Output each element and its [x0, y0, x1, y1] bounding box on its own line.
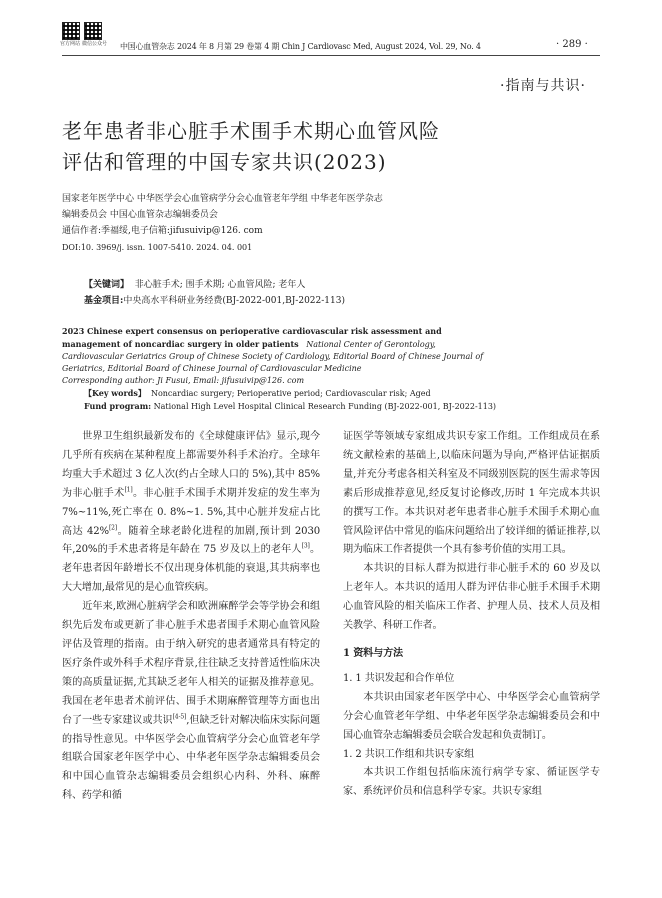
keywords-line: [84, 278, 305, 293]
qr-code-wechat-icon: [84, 22, 102, 40]
citation-ref: [2]: [108, 524, 117, 532]
english-title: 2023 Chinese expert consensus on perioperative cardiovascular risk assessment and management of noncardiac surgery in older patients: [62, 326, 442, 349]
paragraph-text: 近年来,欧洲心脏病学会和欧洲麻醉学会等学协会和组织先后发布或更新了非心脏手术患者围手术期心血管风险评估及管理的指南。由于纳入研究的患者通常具有特定的医疗条件或外科手术程序背景,往往缺乏支持普适性临床决策的高质量证据,尤其缺乏老年人相关的证据及推荐意见。我国在老年患者术前评估、围手术期麻醉管理等方面也出台了一些专家建议或共识: [62, 601, 320, 726]
subsection-heading: 1. 1 共识发起和合作单位: [343, 672, 455, 684]
qr-label-wechat: 微信公众号: [82, 41, 108, 47]
paragraph-text: 世界卫生组织最新发布的《全球健康评估》显示,现今几乎所有疾病在某种程度上都需要外科手术治疗。全球年均重大手术超过 3 亿人次(约占全球人口的 5%),其中 85% 为非心脏手术: [62, 431, 320, 499]
fund-line: [84, 294, 345, 309]
page-number: · 289 ·: [556, 39, 588, 50]
journal-running-header: 中国心血管杂志 2024 年 8 月第 29 卷第 4 期 Chin J Cardiovasc Med, August 2024, Vol. 29, No. 4: [120, 42, 481, 51]
body-left-column: [62, 428, 320, 806]
section-heading: 1 资料与方法: [343, 647, 403, 659]
keywords-text: 非心脏手术; 围手术期; 心血管风险; 老年人: [134, 280, 306, 290]
citation-ref: [1]: [124, 486, 133, 494]
keywords-label: 【关键词】: [84, 280, 130, 290]
body-paragraph: [62, 598, 320, 806]
qr-code-website-icon: [62, 22, 80, 40]
author-groups-line1: 国家老年医学中心 中华医学会心血管病学分会心血管老年学组 中华老年医学杂志: [62, 194, 383, 204]
paragraph-text: 。非心脏手术围手术期并发症的发生率为 7%~11%,死亡率在 0. 8%~1. 5%,其中心脏并发症占比高达 42%: [62, 487, 320, 537]
paragraph-text: 。随着全球老龄化进程的加剧,预计到 2030 年,20%的手术患者将是年龄在 75 岁及以上的老年人: [62, 525, 320, 556]
body-paragraph: 本共识的目标人群为拟进行非心脏手术的 60 岁及以上老年人。本共识的适用人群为评估非心脏手术围手术期心血管风险的相关临床工作者、护理人员、技术人员及相关教学、科研工作者。: [343, 563, 600, 632]
header-rule: [62, 55, 600, 56]
corresponding-author: 通信作者:季福绥,电子信箱:jifusuivip@126. com: [62, 226, 263, 236]
english-keywords-label: 【Key words】: [84, 388, 146, 398]
body-right-column: [343, 428, 600, 802]
english-affiliation: National Center of Gerontology, Cardiovascular Geriatrics Group of Chinese Society of Cardiology, Editorial Board of Chinese Journal of Geriatrics, Editorial Board of Chinese Journal of Cardiovascular Medicine: [62, 340, 484, 373]
english-fund: National High Level Hospital Clinical Research Funding (BJ-2022-001, BJ-2022-113): [153, 402, 497, 411]
english-fund-label: Fund program:: [84, 401, 152, 411]
body-paragraph: [62, 428, 320, 598]
citation-ref: [4-5]: [172, 713, 187, 721]
fund-text: 中央高水平科研业务经费(BJ-2022-001,BJ-2022-113): [123, 296, 345, 306]
section-tag: ·指南与共识·: [500, 78, 586, 94]
article-title-line1: 老年患者非心脏手术围手术期心血管风险: [62, 119, 440, 143]
article-title-line2: 评估和管理的中国专家共识(2023): [62, 150, 387, 174]
doi: DOI:10. 3969/j. issn. 1007-5410. 2024. 04. 001: [62, 243, 253, 252]
fund-label: 基金项目:: [84, 296, 124, 306]
subsection-heading: 1. 2 共识工作组和共识专家组: [343, 748, 475, 760]
body-paragraph: 证医学等领域专家组成共识专家工作组。工作组成员在系统文献检索的基础上,以临床问题为导向,严格评估证据质量,并充分考虑各相关科室及不同级别医院的医生需求等因素后形成推荐意见,经反复讨论修改,历时 1 年完成本共识的撰写工作。本共识对老年患者非心脏手术围手术期心血管风险评估中常见的临床问题给出了较详细的循证推荐,以期为临床工作者提供一个具有参考价值的实用工具。: [343, 431, 600, 556]
body-paragraph: 本共识由国家老年医学中心、中华医学会心血管病学分会心血管老年学组、中华老年医学杂志编辑委员会和中国心血管杂志编辑委员会联合发起和负责制订。: [343, 691, 600, 741]
body-paragraph: 本共识工作组包括临床流行病学专家、循证医学专家、系统评价员和信息科学专家。共识专家组: [343, 767, 600, 798]
english-keywords: Noncardiac surgery; Perioperative period; Cardiovascular risk; Aged: [150, 389, 431, 398]
paragraph-text: 。老年患者因年龄增长不仅出现身体机能的衰退,其共病率也大大增加,最常见的是心血管疾病。: [62, 544, 320, 594]
author-groups-line2: 编辑委员会 中国心血管杂志编辑委员会: [62, 210, 218, 220]
citation-ref: [3]: [301, 543, 310, 551]
english-abstract: [62, 325, 498, 413]
english-corresponding: Corresponding author: Ji Fusui, Email: jifusuivip@126. com: [62, 376, 305, 385]
paragraph-text: ,但缺乏针对解决临床实际问题的指导性意见。中华医学会心血管病学分会心血管老年学组联合国家老年医学中心、中华老年医学杂志编辑委员会和中国心血管杂志编辑委员会组织心内科、外科、麻醉科、药学和循: [62, 714, 320, 802]
qr-label-website: 官方网站: [60, 41, 81, 47]
